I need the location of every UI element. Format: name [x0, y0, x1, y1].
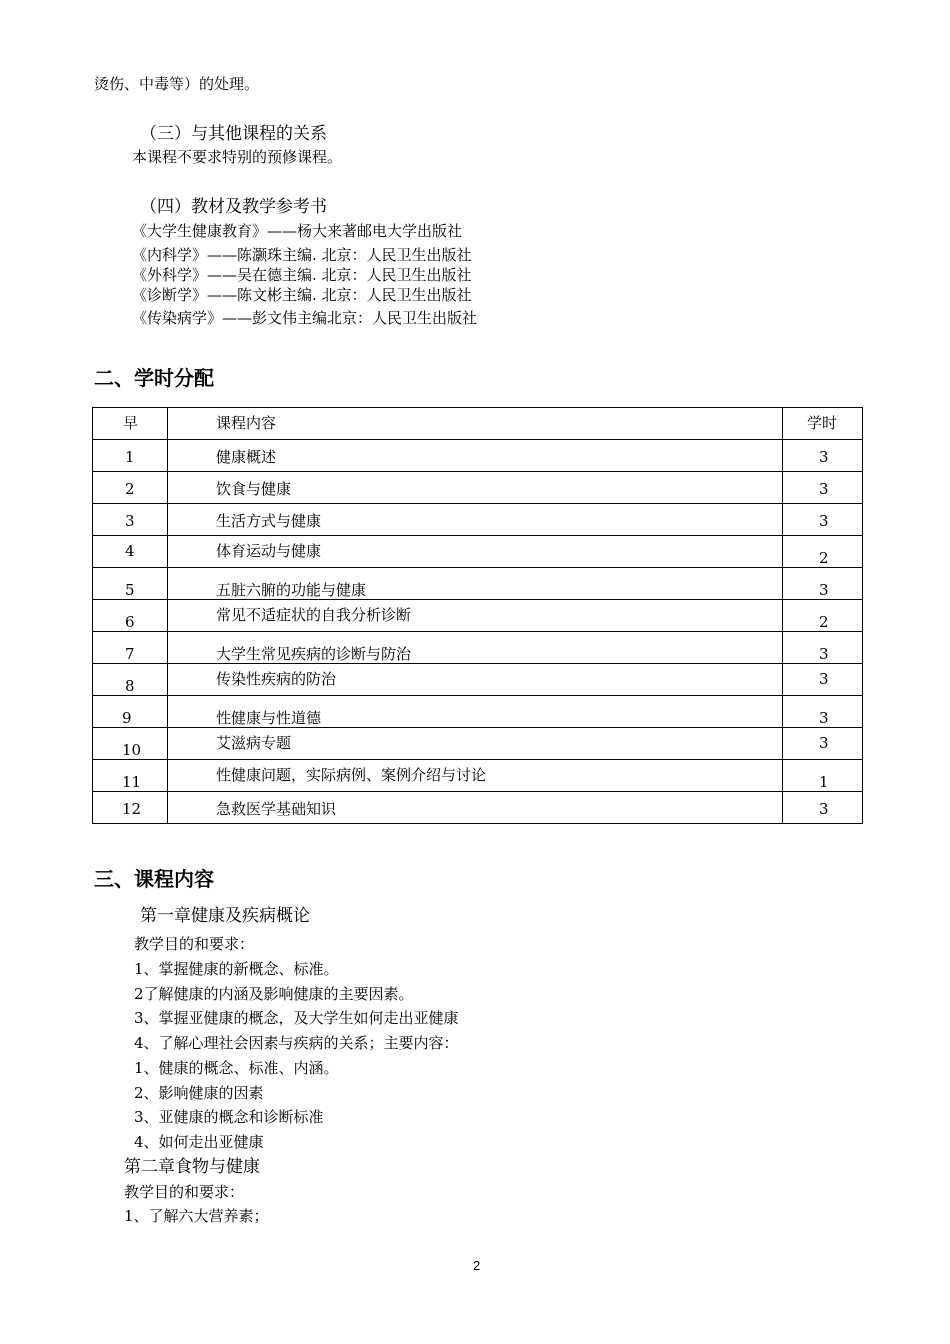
row-content: 生活方式与健康 [216, 512, 322, 530]
row-hours: 3 [819, 480, 829, 498]
table-row [93, 568, 863, 600]
row-hours: 2 [819, 613, 829, 631]
table-row [93, 728, 863, 760]
row-hours: 3 [819, 670, 829, 688]
row-content: 性健康与性道德 [216, 709, 322, 727]
chapter1-line: 2了解健康的内涵及影响健康的主要因素。 [134, 985, 414, 1003]
chapter1-line: 1、掌握健康的新概念、标准。 [134, 960, 339, 978]
row-hours: 3 [819, 800, 829, 818]
row-content: 常见不适症状的自我分析诊断 [216, 606, 412, 624]
table-header-row [93, 408, 863, 440]
chapter1-line: 1、健康的概念、标准、内涵。 [134, 1059, 339, 1077]
book-item: 《传染病学》——彭文伟主编北京：人民卫生出版社 [132, 309, 478, 327]
table-row [93, 792, 863, 824]
chapter1-line: 3、掌握亚健康的概念，及大学生如何走出亚健康 [134, 1009, 459, 1027]
table-row [93, 504, 863, 536]
page-number: 2 [473, 1258, 481, 1273]
column-header-hours: 学时 [807, 414, 838, 432]
row-hours: 3 [819, 512, 829, 530]
row-number: 1 [125, 448, 135, 466]
row-content: 性健康问题，实际病例、案例介绍与讨论 [216, 766, 487, 784]
column-header-chapter: 早 [123, 414, 139, 432]
book-item: 《外科学》——吴在德主编. 北京：人民卫生出版社 [132, 266, 472, 284]
row-content: 健康概述 [216, 448, 277, 466]
row-hours: 3 [819, 645, 829, 663]
table-row [93, 600, 863, 632]
row-hours: 2 [819, 549, 829, 567]
table-row [93, 632, 863, 664]
table-row [93, 664, 863, 696]
hours-heading: 二、学时分配 [94, 366, 214, 390]
table-row [93, 536, 863, 568]
row-hours: 3 [819, 709, 829, 727]
row-content: 体育运动与健康 [216, 542, 322, 560]
row-content: 艾滋病专题 [216, 734, 292, 752]
chapter2-goal-label: 教学目的和要求： [124, 1183, 245, 1201]
chapter1-line: 4、了解心理社会因素与疾病的关系；主要内容： [134, 1034, 459, 1052]
book-item: 《大学生健康教育》——杨大来著邮电大学出版社 [132, 222, 463, 240]
chapter2-line: 1、了解六大营养素； [124, 1207, 269, 1225]
row-content: 大学生常见疾病的诊断与防治 [216, 645, 412, 663]
hours-table [92, 407, 863, 824]
column-header-content: 课程内容 [216, 414, 277, 432]
row-hours: 3 [819, 734, 829, 752]
table-row [93, 696, 863, 728]
row-content: 饮食与健康 [216, 480, 292, 498]
row-hours: 3 [819, 448, 829, 466]
table-row [93, 760, 863, 792]
row-number: 5 [125, 581, 135, 599]
chapter2-title: 第二章食物与健康 [124, 1157, 260, 1177]
row-content: 五脏六腑的功能与健康 [216, 581, 367, 599]
chapter1-line: 3、亚健康的概念和诊断标准 [134, 1108, 324, 1126]
row-number: 6 [125, 613, 135, 631]
intro-line: 烫伤、中毒等）的处理。 [94, 75, 260, 93]
chapter1-line: 2、影响健康的因素 [134, 1084, 264, 1102]
row-number: 8 [125, 677, 135, 695]
row-number: 10 [122, 741, 142, 759]
row-hours: 1 [819, 773, 829, 791]
row-number: 12 [122, 800, 142, 818]
chapter1-line: 4、如何走出亚健康 [134, 1133, 264, 1151]
chapter1-title: 第一章健康及疾病概论 [140, 906, 310, 926]
table-row [93, 472, 863, 504]
row-number: 2 [125, 480, 135, 498]
section3-heading: （三）与其他课程的关系 [140, 124, 327, 144]
book-item: 《内科学》——陈灏珠主编. 北京：人民卫生出版社 [132, 246, 472, 264]
chapter1-goal-label: 教学目的和要求： [134, 935, 255, 953]
content-heading: 三、课程内容 [94, 867, 214, 891]
row-number: 9 [122, 709, 132, 727]
row-number: 7 [125, 645, 135, 663]
row-content: 急救医学基础知识 [216, 800, 337, 818]
row-number: 3 [125, 512, 135, 530]
row-number: 11 [122, 773, 142, 791]
row-hours: 3 [819, 581, 829, 599]
table-row [93, 440, 863, 472]
book-item: 《诊断学》——陈文彬主编. 北京：人民卫生出版社 [132, 286, 472, 304]
row-number: 4 [125, 542, 135, 560]
section4-heading: （四）教材及教学参考书 [140, 197, 327, 217]
row-content: 传染性疾病的防治 [216, 670, 337, 688]
section3-text: 本课程不要求特别的预修课程。 [132, 148, 343, 166]
